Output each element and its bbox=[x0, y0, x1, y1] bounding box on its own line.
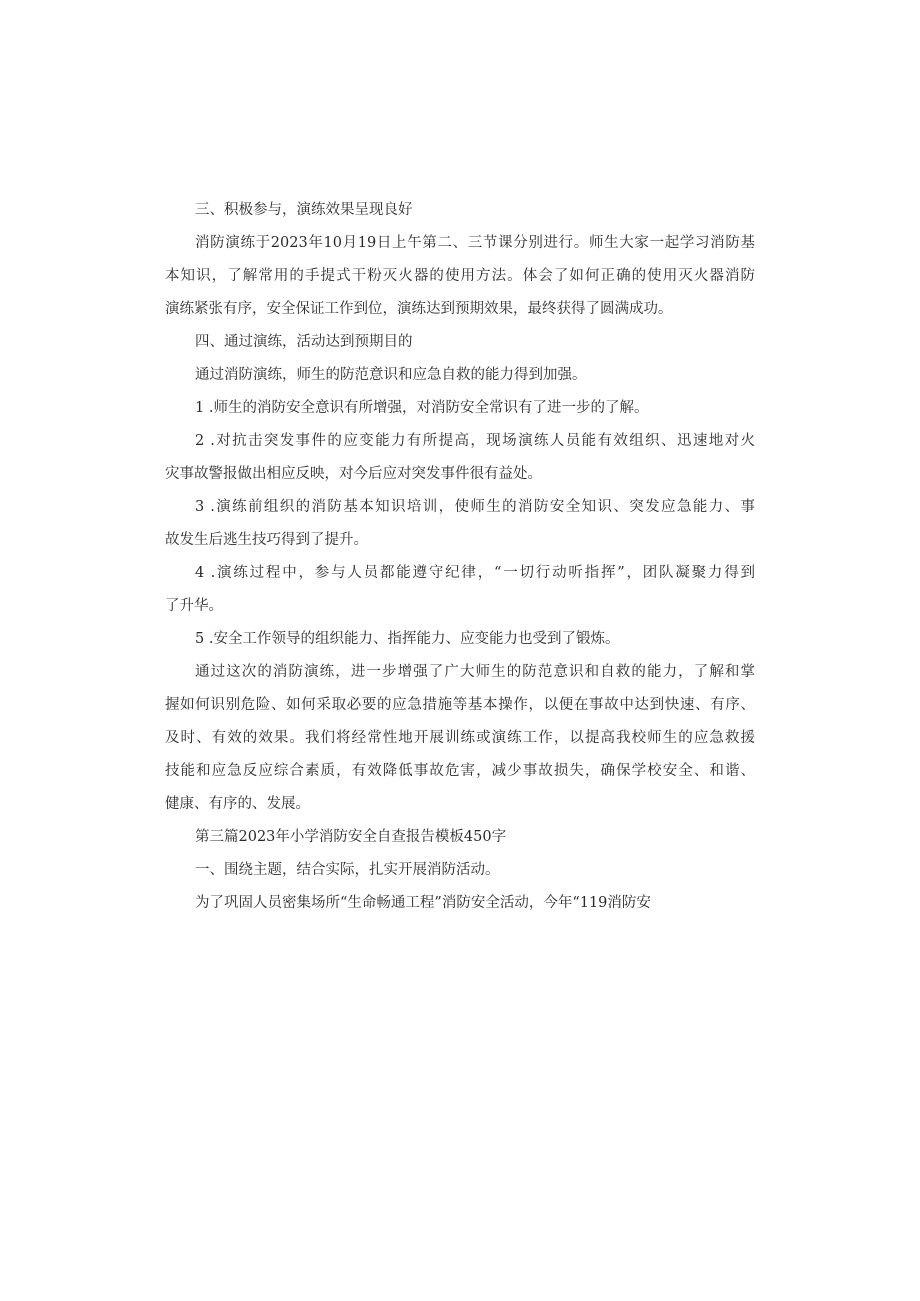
heading-section-four: 四、通过演练，活动达到预期目的 bbox=[195, 334, 413, 350]
paragraph-line: 消防演练于2023年10月19日上午第二、三节课分别进行。师生大家一起学习消防基 bbox=[195, 235, 755, 251]
paragraph-line: 及时、有效的效果。我们将经常性地开展训练或演练工作，以提高我校师生的应急救援 bbox=[165, 730, 755, 746]
paragraph-line: 通过消防演练，师生的防范意识和应急自救的能力得到加强。 bbox=[195, 367, 587, 383]
heading-section-one: 一、围绕主题，结合实际，扎实开展消防活动。 bbox=[195, 862, 500, 878]
paragraph-line: 本知识，了解常用的手提式干粉灭火器的使用方法。体会了如何正确的使用灭火器消防 bbox=[165, 268, 755, 284]
paragraph-line: 健康、有序的、发展。 bbox=[165, 796, 310, 812]
paragraph-line: 为了巩固人员密集场所“生命畅通工程”消防安全活动，今年“119消防安 bbox=[195, 895, 651, 911]
heading-section-three: 三、积极参与，演练效果呈现良好 bbox=[195, 202, 413, 218]
list-item-4-cont: 了升华。 bbox=[165, 598, 223, 614]
list-item-2-cont: 灾事故警报做出相应反映，对今后应对突发事件很有益处。 bbox=[165, 466, 542, 482]
paragraph-line: 握如何识别危险、如何采取必要的应急措施等基本操作，以便在事故中达到快速、有序、 bbox=[165, 697, 755, 713]
list-item-5: 5 .安全工作领导的组织能力、指挥能力、应变能力也受到了锻炼。 bbox=[195, 631, 620, 647]
paragraph-line: 通过这次的消防演练，进一步增强了广大师生的防范意识和自救的能力，了解和掌 bbox=[195, 664, 755, 680]
list-item-3: 3 .演练前组织的消防基本知识培训，使师生的消防安全知识、突发应急能力、事 bbox=[195, 499, 755, 515]
list-item-1: 1 .师生的消防安全意识有所增强，对消防安全常识有了进一步的了解。 bbox=[195, 400, 649, 416]
paragraph-line: 演练紧张有序，安全保证工作到位，演练达到预期效果，最终获得了圆满成功。 bbox=[165, 301, 673, 317]
article-title: 第三篇2023年小学消防安全自查报告模板450字 bbox=[195, 829, 507, 845]
paragraph-line: 技能和应急反应综合素质，有效降低事故危害，减少事故损失，确保学校安全、和谐、 bbox=[165, 763, 755, 779]
list-item-4: 4 .演练过程中，参与人员都能遵守纪律，“一切行动听指挥”，团队凝聚力得到 bbox=[195, 565, 755, 581]
list-item-2: 2 .对抗击突发事件的应变能力有所提高，现场演练人员能有效组织、迅速地对火 bbox=[195, 433, 755, 449]
list-item-3-cont: 故发生后逃生技巧得到了提升。 bbox=[165, 532, 368, 548]
